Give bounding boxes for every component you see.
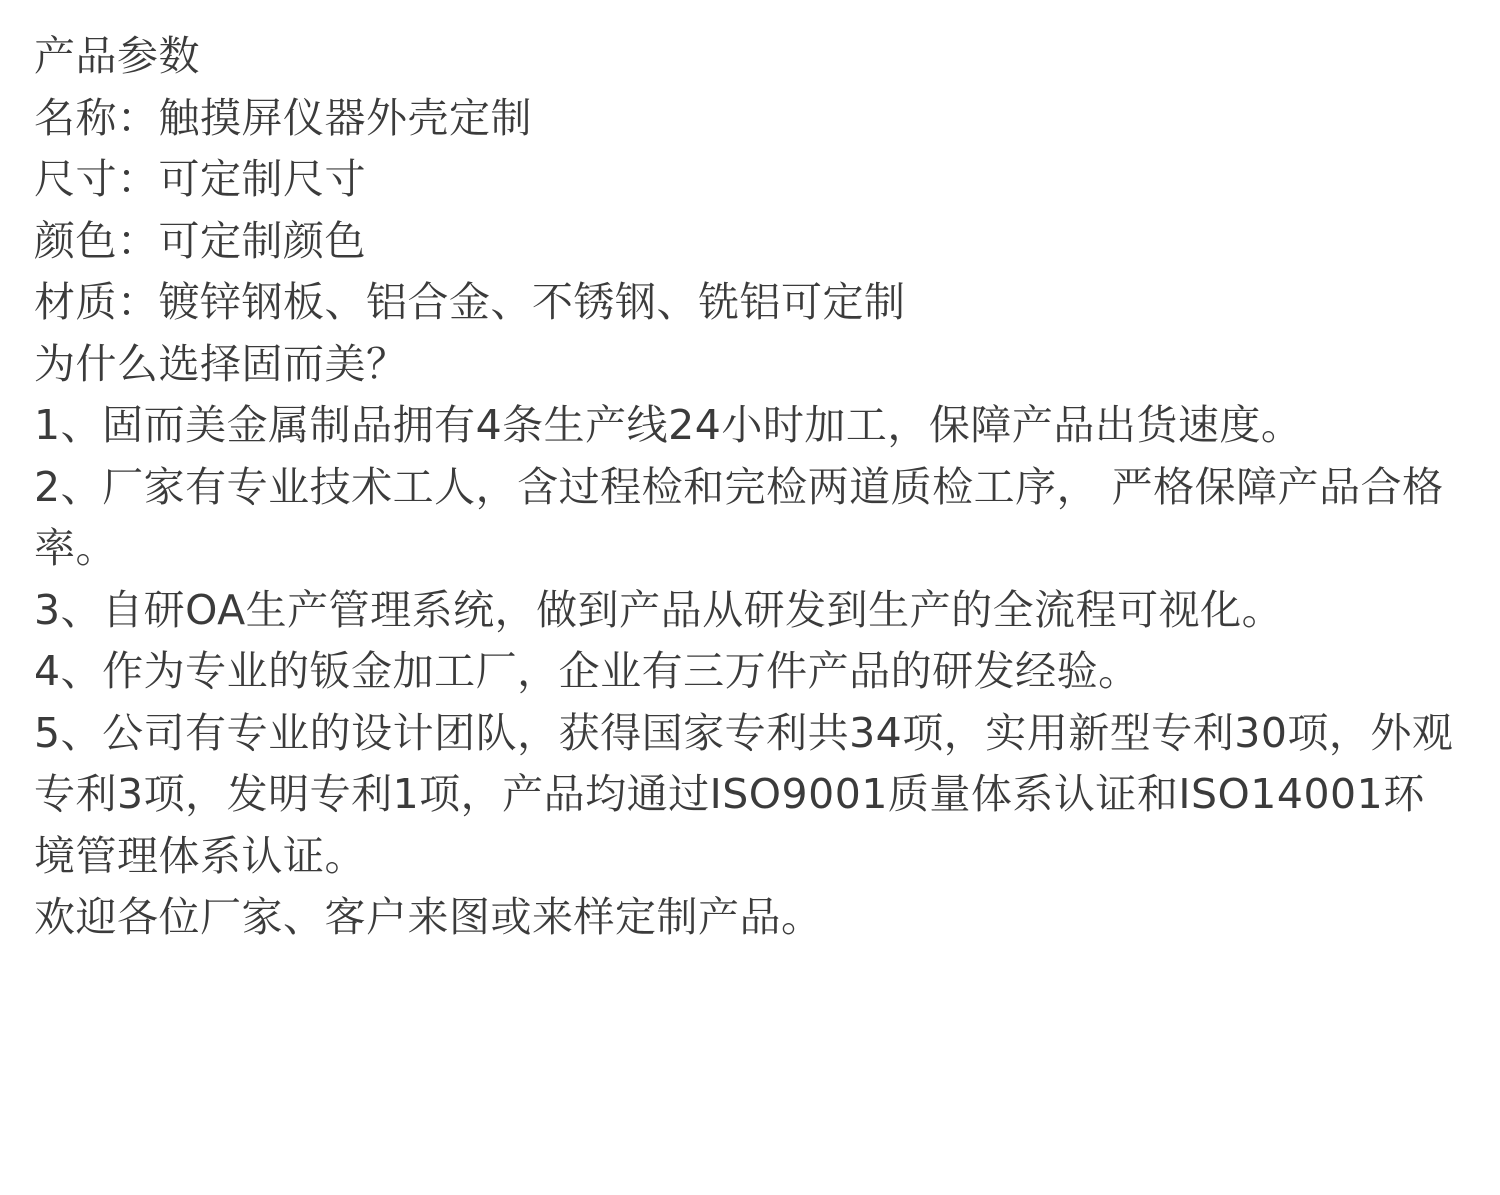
spec-line-size: 尺寸：可定制尺寸 [34, 155, 366, 203]
reason-item-4: 4、作为专业的钣金加工厂，企业有三万件产品的研发经验。 [34, 647, 1140, 695]
reason-item-1: 1、固而美金属制品拥有4条生产线24小时加工，保障产品出货速度。 [34, 401, 1303, 449]
spec-line-material: 材质：镀锌钢板、铝合金、不锈钢、铣铝可定制 [34, 278, 906, 326]
reason-item-5: 5、公司有专业的设计团队，获得国家专利共34项，实用新型专利30项，外观专利3项，发明专利1项，产品均通过ISO9001质量体系认证和ISO14001环境管理体系认证。 [34, 708, 1454, 880]
spec-line-color: 颜色：可定制颜色 [34, 216, 366, 265]
reason-item-2: 2、厂家有专业技术工人，含过程检和完检两道质检工序， 严格保障产品合格率。 [34, 462, 1444, 572]
why-choose-question: 为什么选择固而美？ [34, 339, 408, 388]
document-title: 产品参数 [34, 32, 200, 80]
reason-item-3: 3、自研OA生产管理系统，做到产品从研发到生产的全流程可视化。 [34, 585, 1284, 634]
spec-line-name: 名称：触摸屏仪器外壳定制 [34, 93, 532, 142]
closing-statement: 欢迎各位厂家、客户来图或来样定制产品。 [34, 893, 823, 941]
